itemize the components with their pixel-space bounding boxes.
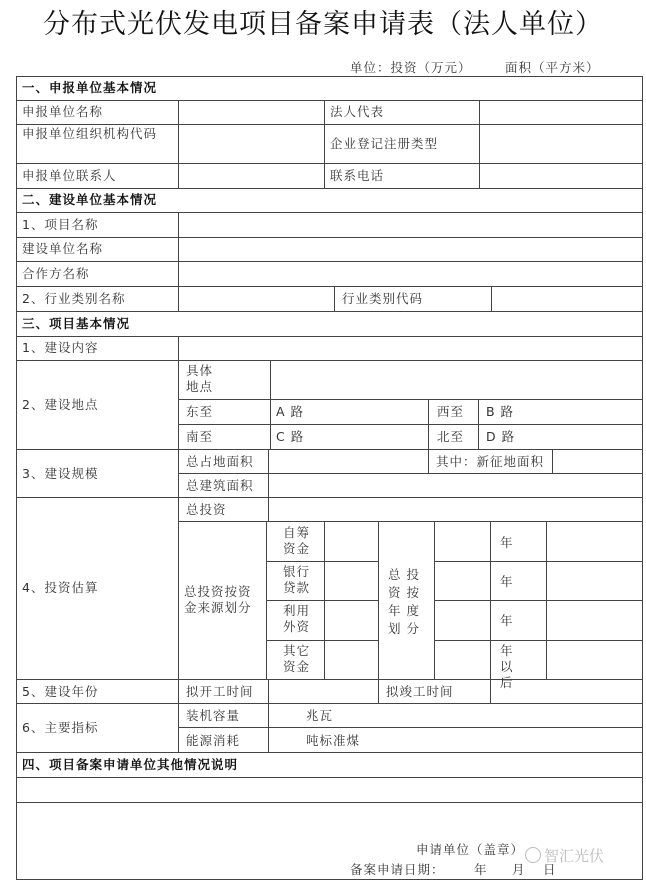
build-year-label: 5、建设年份 xyxy=(22,684,99,699)
capacity-unit: 兆瓦 xyxy=(306,708,334,723)
org-code-field[interactable] xyxy=(179,125,324,163)
watermark-text: 智汇光伏 xyxy=(544,847,605,865)
self-funds-label: 自筹资金 xyxy=(283,525,311,556)
year-3-label: 年 xyxy=(500,613,514,628)
contact-label: 申报单位联系人 xyxy=(22,168,117,183)
content-field[interactable] xyxy=(179,337,642,360)
north-road[interactable]: D 路 xyxy=(486,429,516,444)
energy-unit: 吨标准煤 xyxy=(306,733,361,748)
north-label: 北至 xyxy=(437,429,465,444)
year-1-label: 年 xyxy=(500,535,514,550)
finish-time-label: 拟竣工时间 xyxy=(386,684,454,699)
contact-field[interactable] xyxy=(179,164,324,188)
applicant-name-field[interactable] xyxy=(179,101,324,124)
applicant-seal-label: 申请单位（盖章） xyxy=(416,842,525,857)
apply-date-label: 备案申请日期： xyxy=(350,862,445,877)
date-month-label: 月 xyxy=(512,862,526,877)
investment-label: 4、投资估算 xyxy=(22,580,99,595)
section-builder-info: 二、建设单位基本情况 xyxy=(22,192,158,207)
reg-type-field[interactable] xyxy=(480,125,642,163)
other-info-field[interactable] xyxy=(17,778,642,802)
date-day-label: 日 xyxy=(543,862,557,877)
capacity-label: 装机容量 xyxy=(186,708,241,723)
indicators-label: 6、主要指标 xyxy=(22,720,99,735)
section-applicant-info: 一、申报单位基本情况 xyxy=(22,80,158,95)
legal-rep-field[interactable] xyxy=(480,101,642,124)
year-4-label: 年以后 xyxy=(500,643,525,690)
area-unit-note: 面积（平方米） xyxy=(505,60,600,75)
builder-name-field[interactable] xyxy=(179,238,642,261)
other-funds-label: 其它资金 xyxy=(283,643,311,674)
builder-name-label: 建设单位名称 xyxy=(22,241,104,256)
partner-name-field[interactable] xyxy=(179,262,642,286)
total-invest-field[interactable] xyxy=(269,498,642,521)
location-label: 2、建设地点 xyxy=(22,397,99,412)
finish-time-field[interactable] xyxy=(491,680,642,703)
org-code-label: 申报单位组织机构代码 xyxy=(22,126,158,141)
form-title: 分布式光伏发电项目备案申请表（法人单位） xyxy=(43,9,603,40)
wechat-icon xyxy=(525,847,541,863)
west-label: 西至 xyxy=(437,404,465,419)
project-name-field[interactable] xyxy=(179,213,642,237)
industry-name-label: 2、行业类别名称 xyxy=(22,291,126,306)
content-label: 1、建设内容 xyxy=(22,340,99,355)
watermark xyxy=(525,845,604,866)
year-2-label: 年 xyxy=(500,574,514,589)
section-other-info: 四、项目备案申请单位其他情况说明 xyxy=(22,757,239,772)
foreign-funds-label: 利用外资 xyxy=(283,603,311,634)
date-year-label: 年 xyxy=(474,862,488,877)
total-land-field[interactable] xyxy=(269,450,428,473)
east-road[interactable]: A 路 xyxy=(276,404,305,419)
phone-label: 联系电话 xyxy=(330,168,385,183)
section-project-info: 三、项目基本情况 xyxy=(22,316,131,331)
industry-name-field[interactable] xyxy=(179,287,334,311)
start-time-label: 拟开工时间 xyxy=(186,684,254,699)
total-floor-field[interactable] xyxy=(269,474,642,497)
start-time-field[interactable] xyxy=(269,680,378,703)
total-floor-label: 总建筑面积 xyxy=(186,478,254,493)
east-label: 东至 xyxy=(186,404,214,419)
industry-code-field[interactable] xyxy=(492,287,642,311)
address-label: 具体地点 xyxy=(186,363,214,394)
total-land-label: 总占地面积 xyxy=(186,454,254,469)
total-invest-label: 总投资 xyxy=(186,502,227,517)
west-road[interactable]: B 路 xyxy=(486,404,515,419)
investment-unit-note: 单位：投资（万元） xyxy=(350,60,472,75)
bank-loan-label: 银行贷款 xyxy=(283,564,311,595)
fund-source-label: 总投资按资金来源划分 xyxy=(184,584,252,615)
phone-field[interactable] xyxy=(480,164,642,188)
scale-label: 3、建设规模 xyxy=(22,466,99,481)
new-land-label: 其中：新征地面积 xyxy=(436,454,545,469)
project-name-label: 1、项目名称 xyxy=(22,217,99,232)
energy-label: 能源消耗 xyxy=(186,733,241,748)
south-label: 南至 xyxy=(186,429,214,444)
industry-code-label: 行业类别代码 xyxy=(342,291,424,306)
partner-name-label: 合作方名称 xyxy=(22,266,90,281)
applicant-name-label: 申报单位名称 xyxy=(22,104,104,119)
address-field[interactable] xyxy=(271,361,642,399)
reg-type-label: 企业登记注册类型 xyxy=(330,136,439,151)
new-land-field[interactable] xyxy=(553,450,642,473)
south-road[interactable]: C 路 xyxy=(276,429,305,444)
annual-split-label: 总投资按年度划分 xyxy=(388,567,426,636)
legal-rep-label: 法人代表 xyxy=(330,104,385,119)
